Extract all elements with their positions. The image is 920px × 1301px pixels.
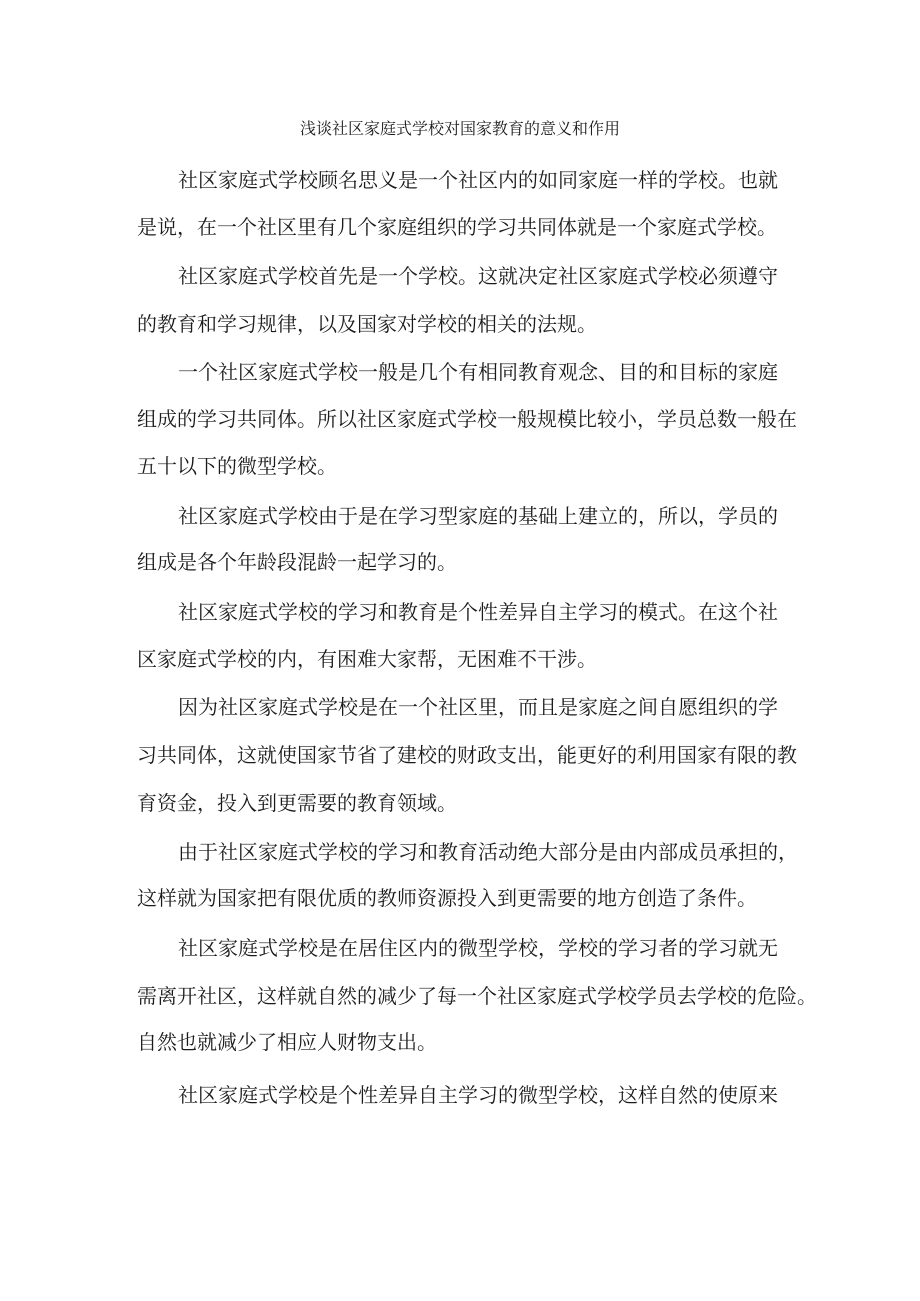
paragraph-1-line-2: 是说，在一个社区里有几个家庭组织的学习共同体就是一个家庭式学校。 (137, 215, 777, 239)
paragraph-3-line-2: 组成的学习共同体。所以社区家庭式学校一般规模比较小，学员总数一般在 (137, 407, 797, 431)
paragraph-6-line-2: 习共同体，这就使国家节省了建校的财政支出，能更好的利用国家有限的教 (137, 743, 797, 767)
paragraph-3-line-3: 五十以下的微型学校。 (137, 454, 337, 478)
paragraph-8-line-3: 自然也就减少了相应人财物支出。 (137, 1030, 437, 1054)
paragraph-5-line-2: 区家庭式学校的内，有困难大家帮，无困难不干涉。 (137, 647, 597, 671)
paragraph-5-line-1: 社区家庭式学校的学习和教育是个性差异自主学习的模式。在这个社 (178, 600, 778, 624)
paragraph-4-line-1: 社区家庭式学校由于是在学习型家庭的基础上建立的，所以，学员的 (178, 504, 778, 528)
paragraph-4-line-2: 组成是各个年龄段混龄一起学习的。 (137, 550, 457, 574)
paragraph-6-line-3: 育资金，投入到更需要的教育领域。 (137, 791, 457, 815)
paragraph-8-line-1: 社区家庭式学校是在居住区内的微型学校，学校的学习者的学习就无 (178, 936, 778, 960)
paragraph-1-line-1: 社区家庭式学校顾名思义是一个社区内的如同家庭一样的学校。也就 (178, 168, 778, 192)
paragraph-2-line-2: 的教育和学习规律，以及国家对学校的相关的法规。 (137, 312, 597, 336)
paragraph-2-line-1: 社区家庭式学校首先是一个学校。这就决定社区家庭式学校必须遵守 (178, 264, 778, 288)
paragraph-8-line-2: 需离开社区，这样就自然的减少了每一个社区家庭式学校学员去学校的危险。 (137, 984, 817, 1008)
paragraph-3-line-1: 一个社区家庭式学校一般是几个有相同教育观念、目的和目标的家庭 (178, 360, 778, 384)
document-title: 浅谈社区家庭式学校对国家教育的意义和作用 (299, 119, 620, 138)
paragraph-7-line-1: 由于社区家庭式学校的学习和教育活动绝大部分是由内部成员承担的， (178, 840, 798, 864)
paragraph-7-line-2: 这样就为国家把有限优质的教师资源投入到更需要的地方创造了条件。 (137, 886, 757, 910)
paragraph-9-line-1: 社区家庭式学校是个性差异自主学习的微型学校，这样自然的使原来 (178, 1083, 778, 1107)
paragraph-6-line-1: 因为社区家庭式学校是在一个社区里，而且是家庭之间自愿组织的学 (178, 695, 778, 719)
